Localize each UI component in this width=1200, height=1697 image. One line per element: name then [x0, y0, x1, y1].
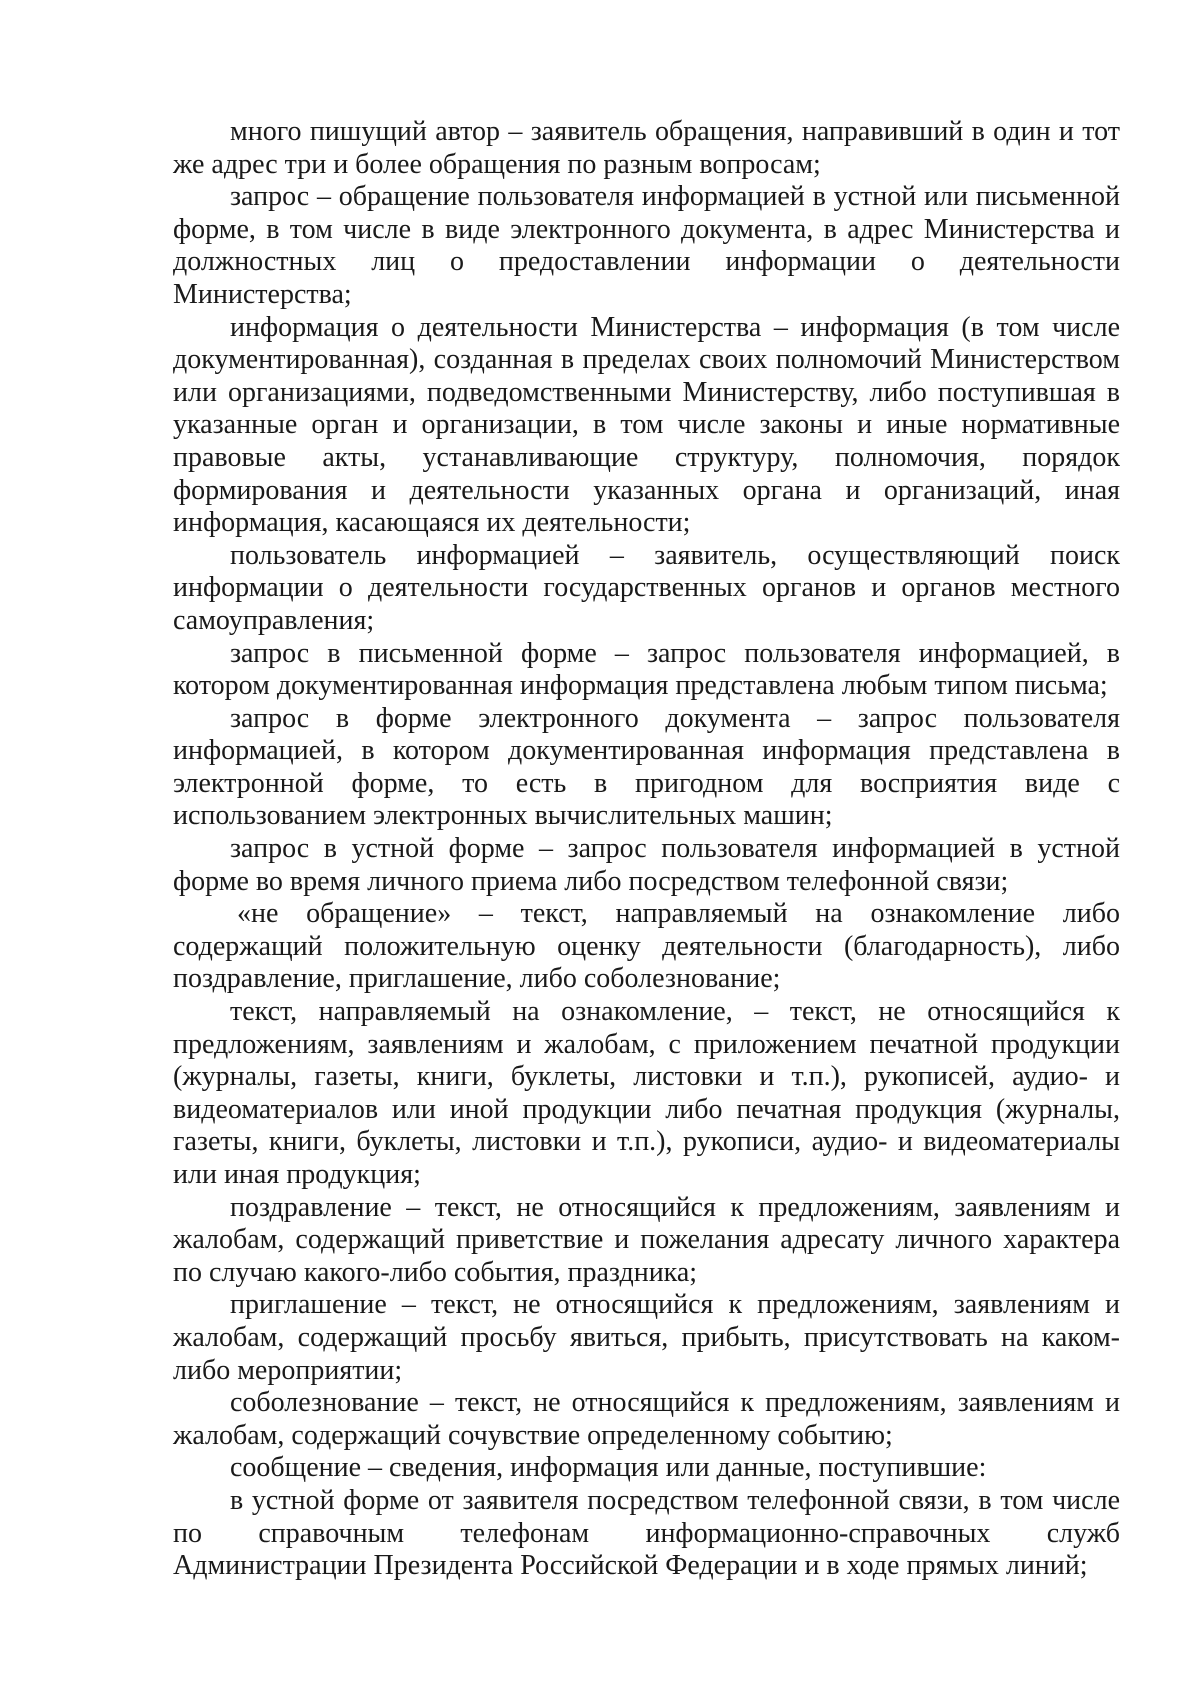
paragraph-ministry-activity-info: информация о деятельности Министерства – информация (в том числе документированная), созданная в пределах своих полномочий Министерством или организациями, подведомственными Министерству, либо поступившая в указанные орган и организации, в том числе законы и иные нормативные правовые акты, устанавливающие структуру, полномочия, порядок формирования и деятельности указанных органа и организаций, иная информация, касающаяся их деятельности; — [173, 311, 1120, 539]
paragraph-text-for-review: текст, направляемый на ознакомление, – текст, не относящийся к предложениям, заявлениям и жалобам, с приложением печатной продукции (журналы, газеты, книги, буклеты, листовки и т.п.), рукописей, аудио- и видеоматериалов или иной продукции либо печатная продукция (журналы, газеты, книги, буклеты, листовки и т.п.), рукописи, аудио- и видеоматериалы или иная продукция; — [173, 996, 1120, 1190]
paragraph-information-user: пользователь информацией – заявитель, осуществляющий поиск информации о деятельности государственных органов и органов местного самоуправления; — [173, 539, 1120, 636]
paragraph-many-writing-author: много пишущий автор – заявитель обращения, направивший в один и тот же адрес три и более обращения по разным вопросам; — [173, 116, 1120, 180]
paragraph-oral-form-message: в устной форме от заявителя посредством телефонной связи, в том числе по справочным телефонам информационно-справочных служб Администрации Президента Российской Федерации и в ходе прямых линий; — [173, 1484, 1120, 1582]
paragraph-invitation: приглашение – текст, не относящийся к предложениям, заявлениям и жалобам, содержащий просьбу явиться, прибыть, присутствовать на каком-либо мероприятии; — [173, 1289, 1120, 1386]
paragraph-message: сообщение – сведения, информация или данные, поступившие: — [230, 1452, 987, 1484]
paragraph-not-appeal: «не обращение» – текст, направляемый на ознакомление либо содержащий положительную оценку деятельности (благодарность), либо поздравление, приглашение, либо соболезнование; — [173, 898, 1120, 995]
paragraph-condolence: соболезнование – текст, не относящийся к предложениям, заявлениям и жалобам, содержащий сочувствие определенному событию; — [173, 1387, 1120, 1451]
paragraph-electronic-request: запрос в форме электронного документа – запрос пользователя информацией, в котором документированная информация представлена в электронной форме, то есть в пригодном для восприятия виде с использованием электронных вычислительных машин; — [173, 702, 1120, 832]
paragraph-congratulation: поздравление – текст, не относящийся к предложениям, заявлениям и жалобам, содержащий приветствие и пожелания адресату личного характера по случаю какого-либо события, праздника; — [173, 1191, 1120, 1288]
paragraph-oral-request: запрос в устной форме – запрос пользователя информацией в устной форме во время личного приема либо посредством телефонной связи; — [173, 833, 1120, 897]
document-page — [173, 116, 1120, 1583]
paragraph-written-request: запрос в письменной форме – запрос пользователя информацией, в котором документированная информация представлена любым типом письма; — [173, 637, 1120, 702]
paragraph-request: запрос – обращение пользователя информацией в устной или письменной форме, в том числе в виде электронного документа, в адрес Министерства и должностных лиц о предоставлении информации о деятельности Министерства; — [173, 181, 1120, 310]
